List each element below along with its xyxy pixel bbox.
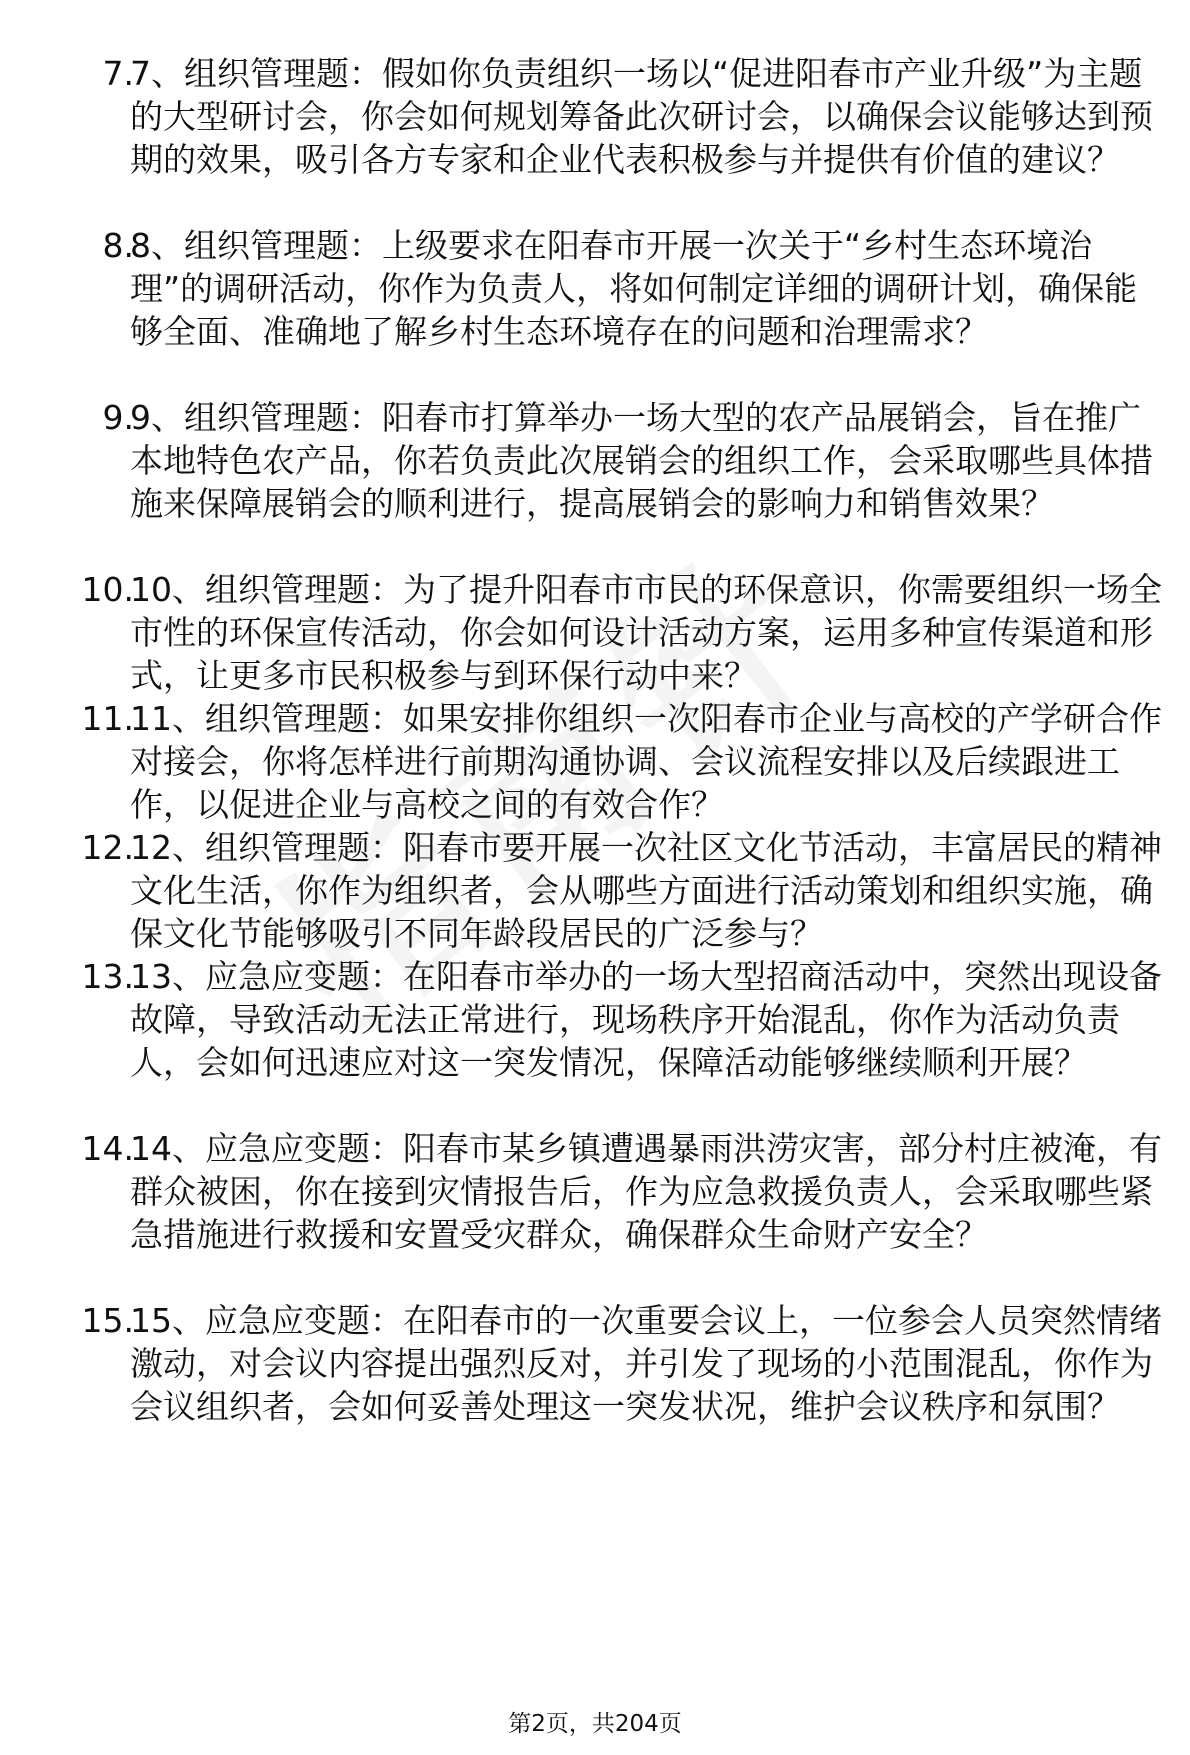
question-text: 12、组织管理题：阳春市要开展一次社区文化节活动，丰富居民的精神文化生活，你作为组织者，会从哪些方面进行活动策划和组织实施，确保文化节能够吸引不同年龄段居民的广泛参与？ — [130, 828, 1162, 953]
question-text: 7、组织管理题：假如你负责组织一场以“促进阳春市产业升级”为主题的大型研讨会，你会如何规划筹备此次研讨会，以确保会议能够达到预期的效果，吸引各方专家和企业代表积极参与并提供有价值的建议？ — [130, 54, 1153, 179]
question-number: 13. — [81, 957, 134, 996]
question-number: 15. — [81, 1301, 134, 1340]
question-number: 10. — [81, 570, 134, 609]
question-text: 9、组织管理题：阳春市打算举办一场大型的农产品展销会，旨在推广本地特色农产品，你若负责此次展销会的组织工作，会采取哪些具体措施来保障展销会的顺利进行，提高展销会的影响力和销售效果？ — [130, 398, 1153, 523]
page-footer: 第2页，共204页 — [508, 1711, 682, 1737]
question-text: 13、应急应变题：在阳春市举办的一场大型招商活动中，突然出现设备故障，导致活动无法正常进行，现场秩序开始混乱，你作为活动负责人，会如何迅速应对这一突发情况，保障活动能够继续顺利开展？ — [130, 957, 1162, 1082]
question-text: 11、组织管理题：如果安排你组织一次阳春市企业与高校的产学研合作对接会，你将怎样进行前期沟通协调、会议流程安排以及后续跟进工作，以促进企业与高校之间的有效合作？ — [130, 699, 1162, 824]
question-text: 10、组织管理题：为了提升阳春市市民的环保意识，你需要组织一场全市性的环保宣传活动，你会如何设计活动方案，运用多种宣传渠道和形式，让更多市民积极参与到环保行动中来？ — [130, 570, 1162, 695]
question-number: 8. — [102, 226, 134, 265]
question-number: 12. — [81, 828, 134, 867]
question-number: 11. — [81, 699, 134, 738]
question-text: 14、应急应变题：阳春市某乡镇遭遇暴雨洪涝灾害，部分村庄被淹，有群众被困，你在接到灾情报告后，作为应急救援负责人，会采取哪些紧急措施进行救援和安置受灾群众，确保群众生命财产安全？ — [130, 1129, 1162, 1254]
question-text: 15、应急应变题：在阳春市的一次重要会议上，一位参会人员突然情绪激动，对会议内容提出强烈反对，并引发了现场的小范围混乱，你作为会议组织者，会如何妥善处理这一突发状况，维护会议秩序和氛围？ — [130, 1301, 1162, 1426]
question-number: 7. — [102, 54, 134, 93]
question-number: 9. — [102, 398, 134, 437]
question-text: 8、组织管理题：上级要求在阳春市开展一次关于“乡村生态环境治理”的调研活动，你作为负责人，将如何制定详细的调研计划，确保能够全面、准确地了解乡村生态环境存在的问题和治理需求？ — [130, 226, 1138, 351]
question-number: 14. — [81, 1129, 134, 1168]
